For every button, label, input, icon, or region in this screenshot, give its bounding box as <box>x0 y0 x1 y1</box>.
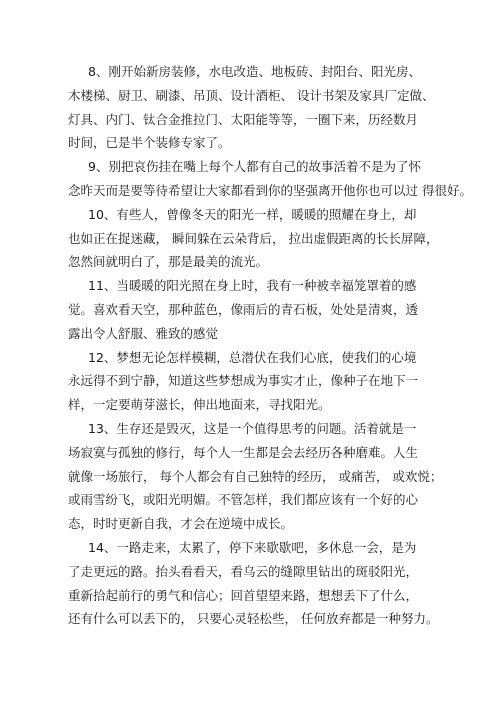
text-line: 场寂寞与孤独的修行，每个人一生都是会去经历各种磨难。人生 <box>68 444 419 460</box>
document-text <box>0 60 500 631</box>
text-line: 念昨天而是要等待希望让大家都看到你的坚强离开他你也可以过 得很好。 <box>68 182 472 198</box>
text-line: 永远得不到宁静，知道这些梦想成为事实才止，像种子在地下一 <box>68 373 419 389</box>
paragraph-14 <box>0 536 500 631</box>
paragraph-10 <box>0 203 500 274</box>
text-line: 就像一场旅行， 每个人都会有自己独特的经历， 或痛苦， 或欢悦； <box>68 468 443 484</box>
paragraph-12 <box>0 346 500 417</box>
paragraph-13 <box>0 417 500 536</box>
text-line: 14、一路走来，太累了，停下来歇歇吧，多休息一会，是为 <box>88 539 417 555</box>
paragraph-8 <box>0 60 500 155</box>
text-line: 样，一定要萌芽滋长，伸出地面来，寻找阳光。 <box>68 397 331 413</box>
text-line: 8、刚开始新房装修，水电改造、地板砖、封阳台、阳光房、 <box>88 64 421 79</box>
text-line: 时间，已是半个装修专家了。 <box>68 135 231 151</box>
text-line: 态，时时更新自我，才会在逆境中成长。 <box>68 516 294 532</box>
text-line: 了走更远的路。抬头看看天，看乌云的缝隙里钻出的斑驳阳光， <box>68 563 419 579</box>
text-line: 重新拾起前行的勇气和信心；回首望望来路，想想丢下了什么， <box>68 587 419 603</box>
text-line: 木楼梯、厨卫、刷漆、吊顶、设计酒柜、 设计书架及家具厂定做、 <box>68 87 435 103</box>
text-line: 灯具、内门、钛合金推拉门、太阳能等等，一圈下来，历经数月 <box>68 111 419 127</box>
paragraph-9 <box>0 155 500 203</box>
text-line: 忽然间就明白了，那是最美的流光。 <box>68 254 269 270</box>
text-line: 11、当暖暖的阳光照在身上时，我有一种被幸福笼罩着的感 <box>88 278 417 294</box>
text-line: 也如正在捉迷藏， 瞬间躲在云朵背后， 拉出虚假距离的长长屏障， <box>68 230 439 246</box>
paragraph-11 <box>0 274 500 345</box>
text-line: 9、别把哀伤挂在嘴上每个人都有自己的故事活着不是为了怀 <box>88 159 421 175</box>
text-line: 12、梦想无论怎样模糊，总潜伏在我们心底，使我们的心境 <box>88 349 417 365</box>
text-line: 13、生存还是毁灭，这是一个值得思考的问题。活着就是一 <box>88 420 417 436</box>
text-line: 还有什么可以丢下的， 只要心灵轻松些， 任何放弃都是一种努力。 <box>68 611 439 627</box>
text-line: 或雨雪纷飞，或阳光明媚。不管怎样，我们都应该有一个好的心 <box>68 492 419 508</box>
text-line: 10、有些人，曾像冬天的阳光一样，暖暖的照耀在身上，却 <box>88 206 417 222</box>
text-line: 露出令人舒服、雅致的感觉 <box>68 325 219 341</box>
text-line: 觉。喜欢看天空，那种蓝色，像雨后的青石板，处处是清爽，透 <box>68 301 419 317</box>
